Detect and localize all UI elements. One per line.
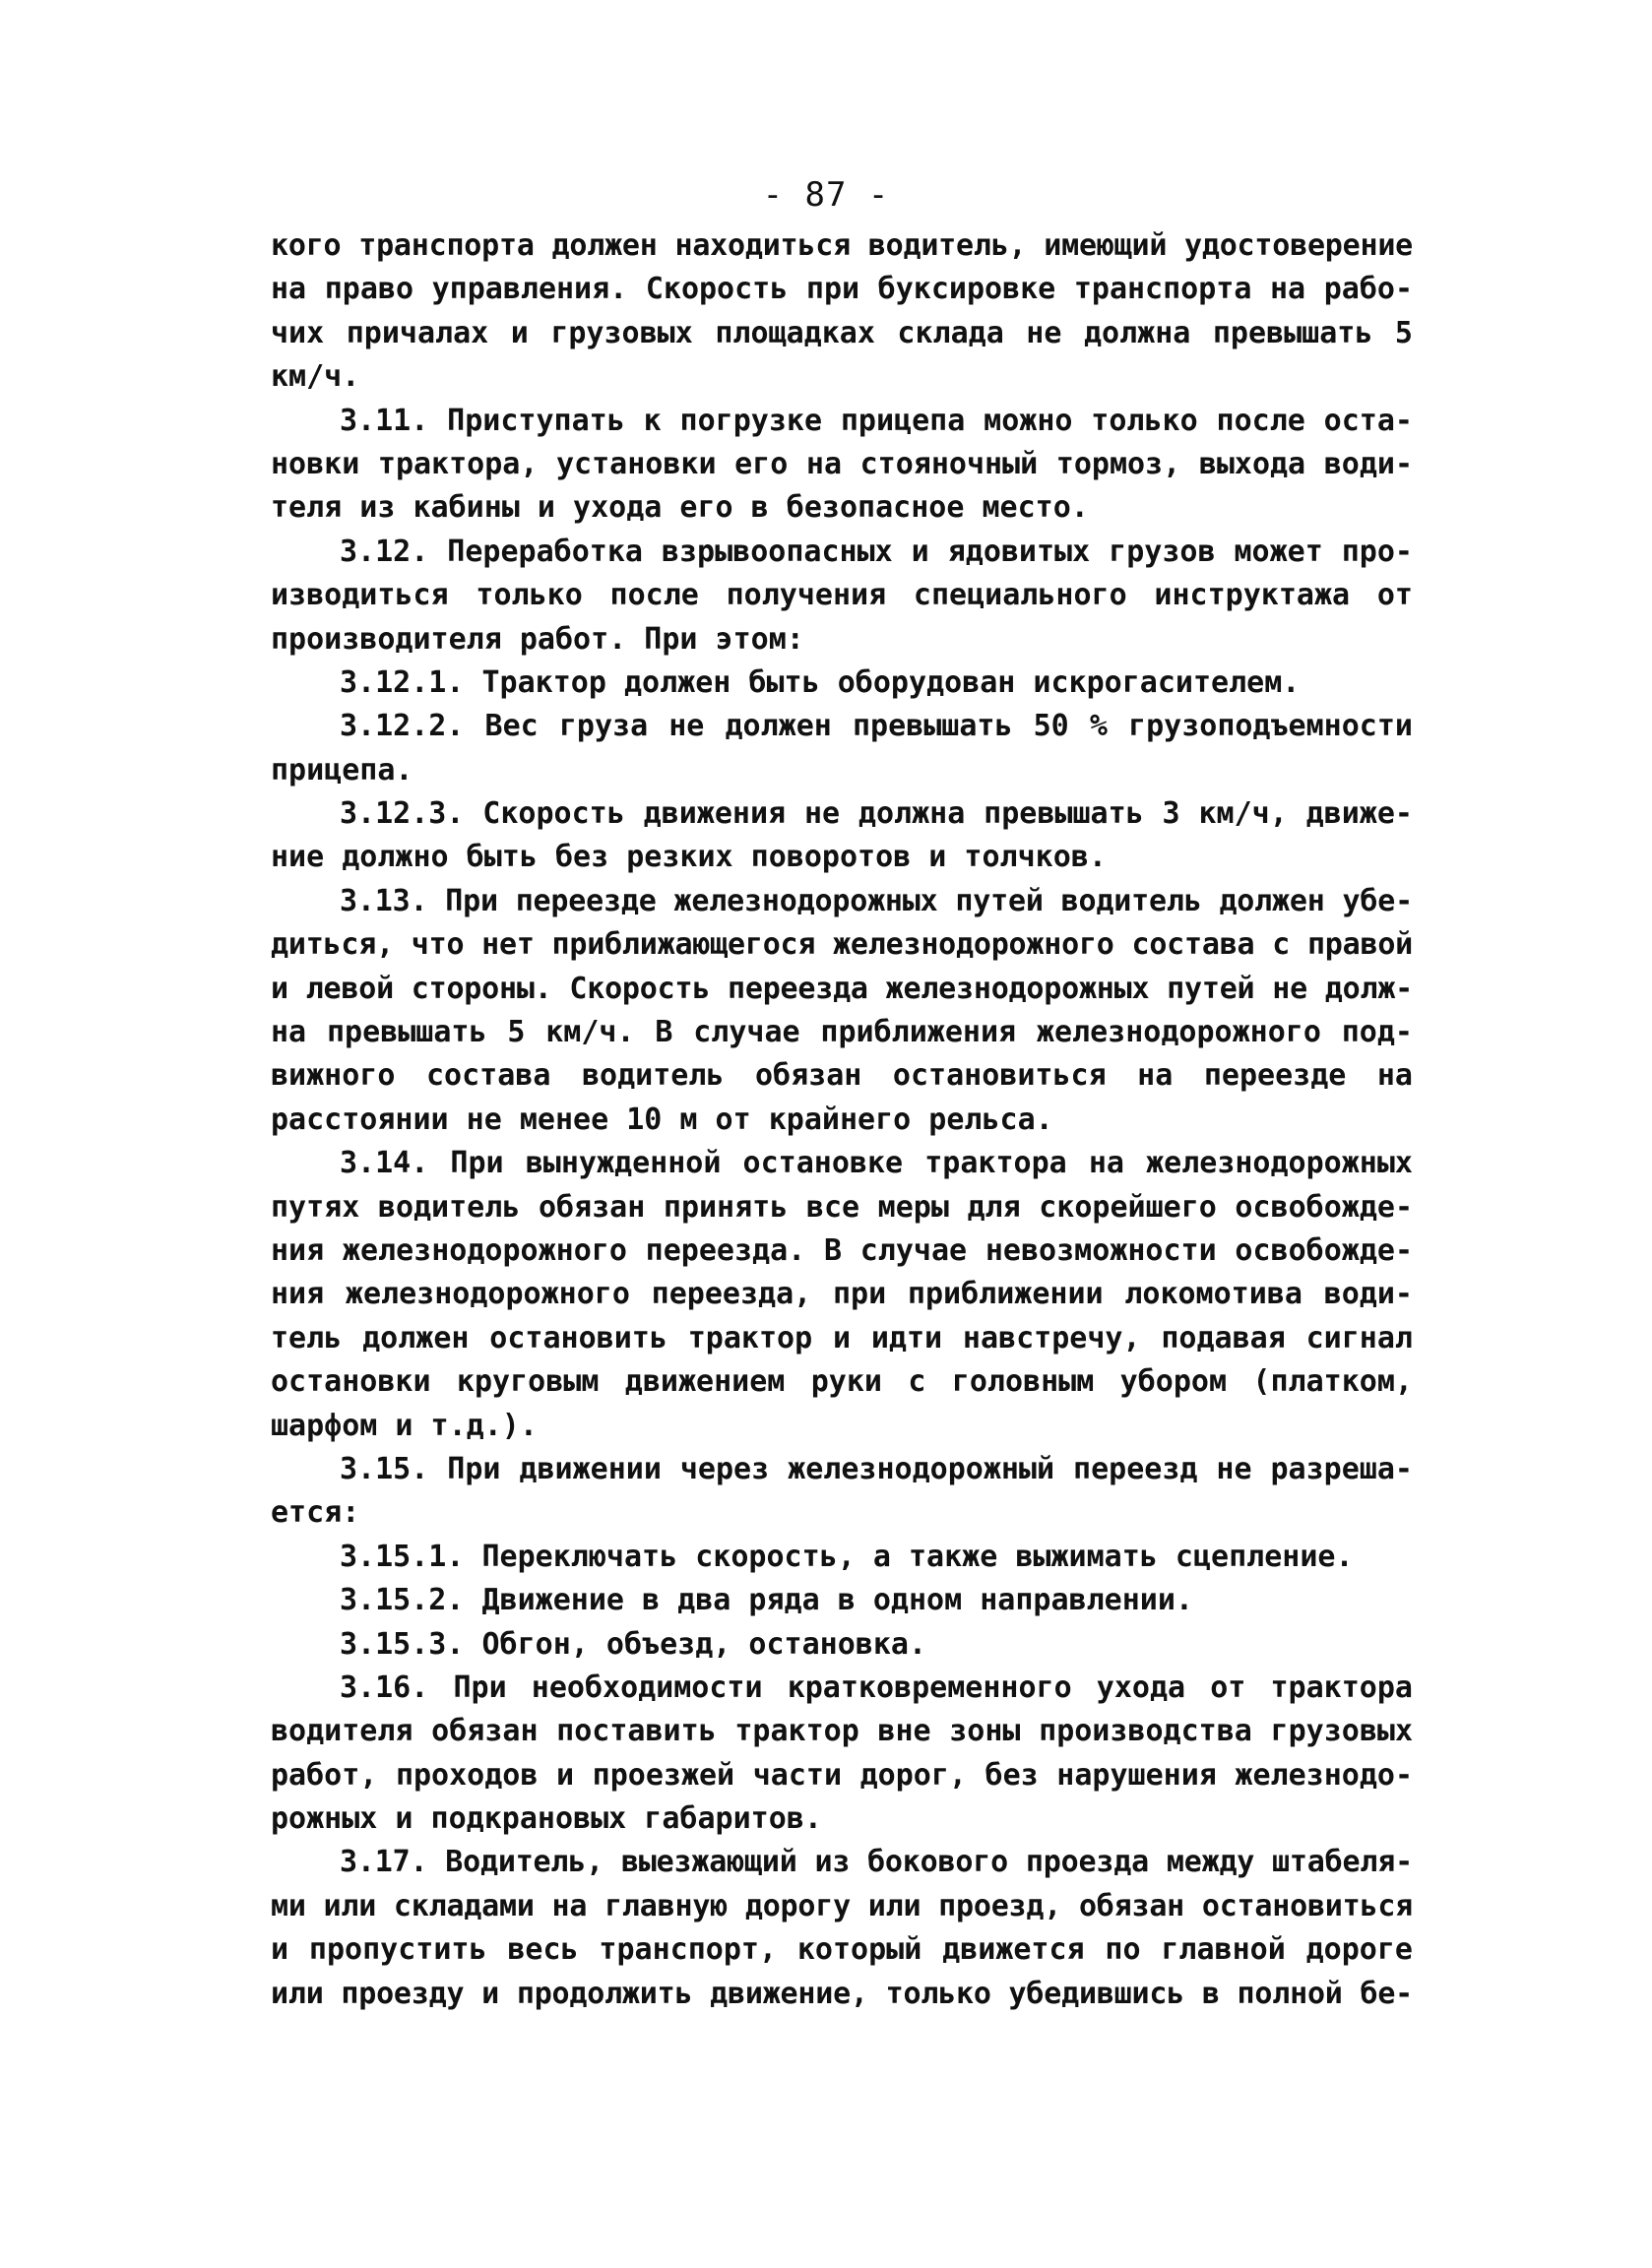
text-line: 3.17. Водитель, выезжающий из бокового проезда между штабеля- <box>340 1845 1413 1880</box>
text-line: 3.15. При движении через железнодорожный переезд не разреша- <box>340 1451 1413 1486</box>
text-line: водителя обязан поставить трактор вне зоны производства грузовых <box>271 1714 1413 1749</box>
text-line: остановки круговым движением руки с головным убором (платком, <box>271 1364 1413 1400</box>
text-line: вижного состава водитель обязан остановиться на переезде на <box>271 1058 1413 1094</box>
body-text <box>271 224 1413 2016</box>
text-line: 3.12.2. Вес груза не должен превышать 50 % грузоподъемности <box>340 709 1413 744</box>
text-line: 3.15.2. Движение в два ряда в одном направлении. <box>340 1583 1193 1618</box>
text-line: 3.16. При необходимости кратковременного ухода от трактора <box>340 1670 1413 1705</box>
text-line: на превышать 5 км/ч. В случае приближения железнодорожного под- <box>271 1015 1413 1050</box>
text-line: диться, что нет приближающегося железнодорожного состава с правой <box>271 927 1413 963</box>
text-line: и пропустить весь транспорт, который движется по главной дороге <box>271 1932 1413 1968</box>
text-line: путях водитель обязан принять все меры для скорейшего освобожде- <box>271 1189 1413 1225</box>
page-number: - 87 - <box>762 175 890 215</box>
text-line: ется: <box>271 1495 360 1531</box>
text-line: кого транспорта должен находиться водитель, имеющий удостоверение <box>271 228 1413 263</box>
text-line: ми или складами на главную дорогу или проезд, обязан остановиться <box>271 1888 1413 1923</box>
text-line: чих причалах и грузовых площадках склада не должна превышать 5 <box>271 315 1413 350</box>
text-line: новки трактора, установки его на стояночный тормоз, выхода води- <box>271 446 1413 481</box>
text-line: 3.11. Приступать к погрузке прицепа можно только после оста- <box>340 403 1413 438</box>
text-line: прицепа. <box>271 752 413 788</box>
text-line: тель должен остановить трактор и идти навстречу, подавая сигнал <box>271 1320 1413 1355</box>
text-line: и левой стороны. Скорость переезда железнодорожных путей не долж- <box>271 971 1413 1006</box>
text-line: шарфом и т.д.). <box>271 1408 538 1443</box>
text-line: ние должно быть без резких поворотов и толчков. <box>271 840 1107 875</box>
text-line: производителя работ. При этом: <box>271 621 804 657</box>
text-line: 3.14. При вынужденной остановке трактора на железнодорожных <box>340 1146 1413 1181</box>
text-line: работ, проходов и проезжей части дорог, без нарушения железнодо- <box>271 1757 1413 1793</box>
text-line: ния железнодорожного переезда. В случае невозможности освобожде- <box>271 1232 1413 1268</box>
text-line: 3.12.3. Скорость движения не должна превышать 3 км/ч, движе- <box>340 796 1413 832</box>
text-line: рожных и подкрановых габаритов. <box>271 1801 822 1837</box>
text-line: 3.15.3. Обгон, объезд, остановка. <box>340 1626 927 1662</box>
text-line: 3.13. При переезде железнодорожных путей водитель должен убе- <box>340 883 1413 918</box>
text-line: км/ч. <box>271 359 360 395</box>
text-line: теля из кабины и ухода его в безопасное место. <box>271 490 1089 526</box>
text-line: ния железнодорожного переезда, при приближении локомотива води- <box>271 1277 1413 1312</box>
text-line: 3.15.1. Переключать скорость, а также выжимать сцепление. <box>340 1539 1354 1574</box>
text-line: 3.12. Переработка взрывоопасных и ядовитых грузов может про- <box>340 534 1413 569</box>
text-line: или проезду и продолжить движение, только убедившись в полной бе- <box>271 1976 1413 2011</box>
text-line: расстоянии не менее 10 м от крайнего рельса. <box>271 1102 1053 1137</box>
text-line: на право управления. Скорость при буксировке транспорта на рабо- <box>271 272 1413 307</box>
text-line: 3.12.1. Трактор должен быть оборудован искрогасителем. <box>340 664 1301 700</box>
text-line: изводиться только после получения специального инструктажа от <box>271 578 1413 613</box>
